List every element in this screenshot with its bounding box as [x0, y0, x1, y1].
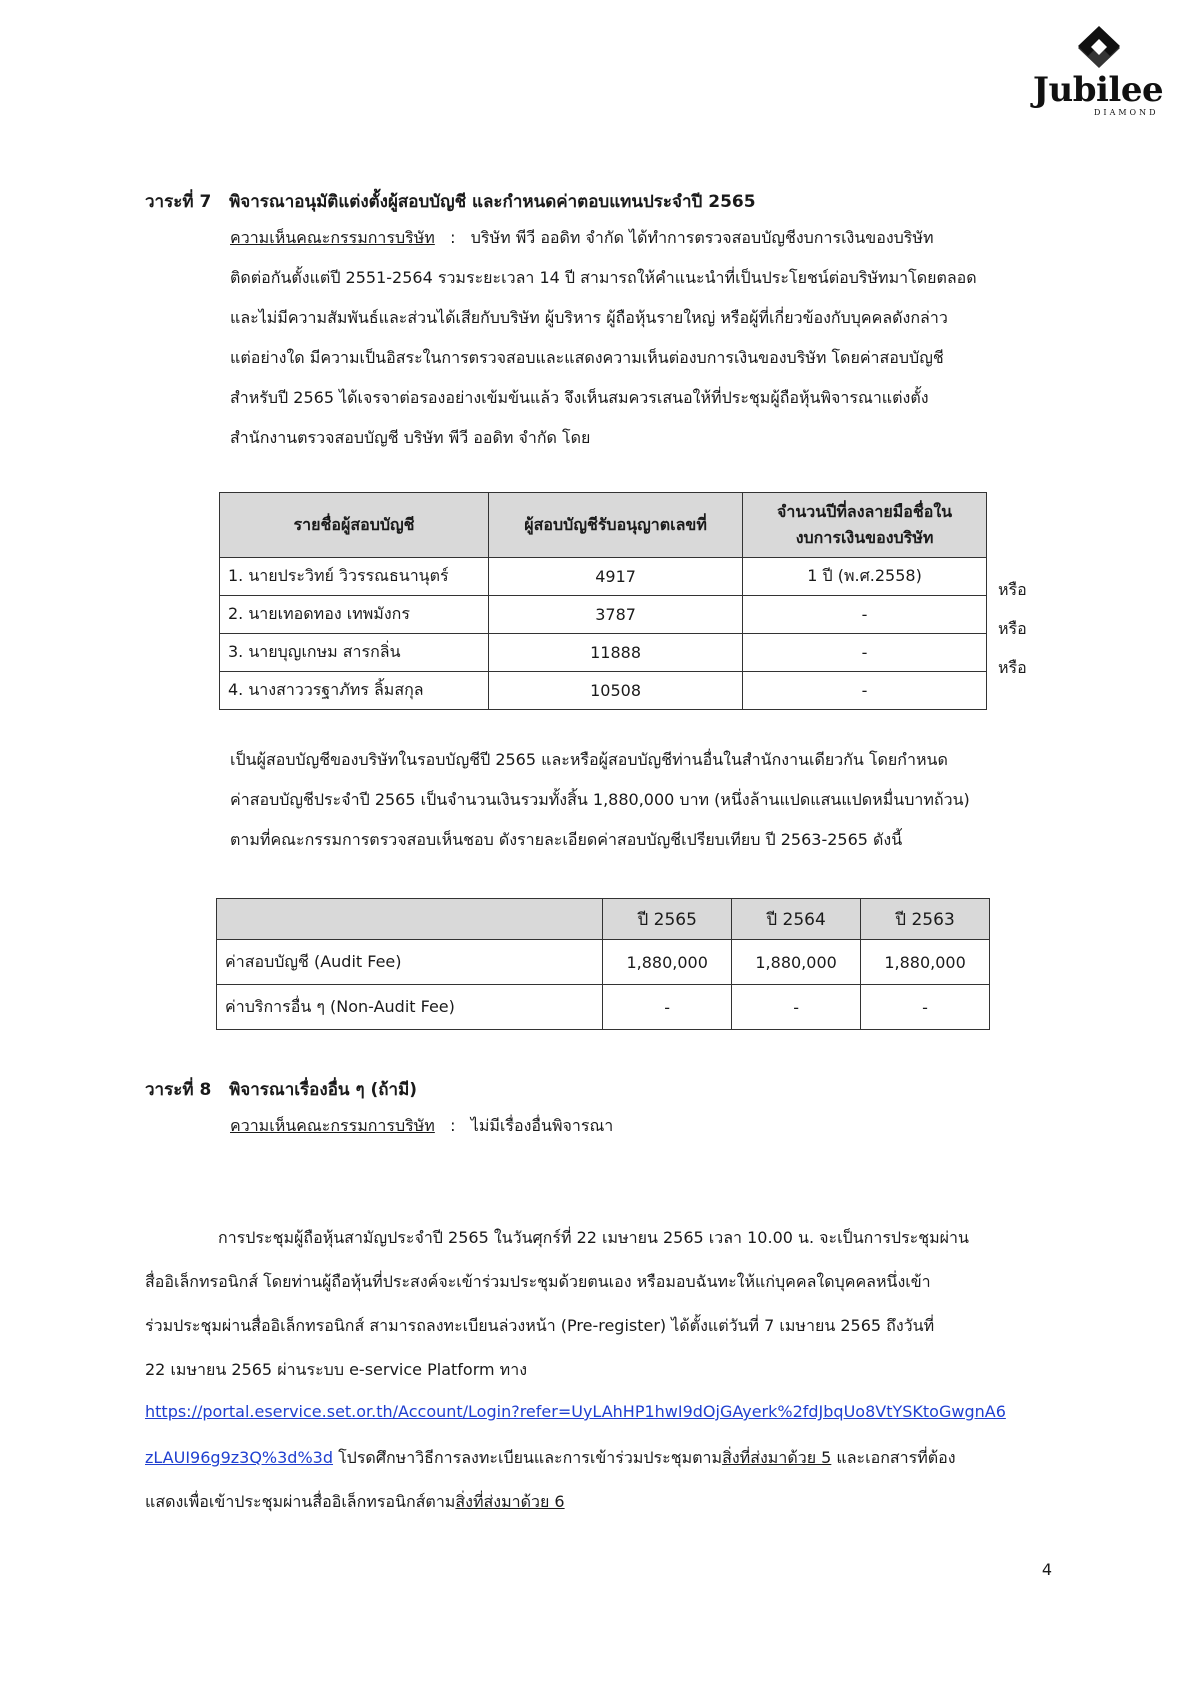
agenda-7-line-2: และไม่มีความสัมพันธ์และส่วนได้เสียกับบริษัท ผู้บริหาร ผู้ถือหุ้นรายใหญ่ หรือผู้ที่เกี่ยวข้องกับบุคคลดังกล่าว — [230, 308, 948, 327]
header-years-line2: งบการเงินของบริษัท — [795, 528, 934, 547]
auditor-table-header — [220, 493, 987, 558]
auditor-years: - — [743, 672, 987, 710]
agenda-7-label: วาระที่ 7 — [145, 192, 212, 212]
table-row — [220, 672, 987, 710]
auditor-years: 1 ปี (พ.ศ.2558) — [743, 558, 987, 596]
auditor-license: 4917 — [489, 558, 743, 596]
company-logo — [1028, 24, 1168, 119]
auditor-license: 10508 — [489, 672, 743, 710]
fee-header-2563: ปี 2563 — [861, 899, 990, 940]
meeting-line-4: 22 เมษายน 2565 ผ่านระบบ e-service Platform ทาง — [145, 1360, 527, 1379]
agenda-8-colon: : — [450, 1116, 456, 1135]
agenda-7-line-1: ติดต่อกันตั้งแต่ปี 2551-2564 รวมระยะเวลา 14 ปี สามารถให้คำแนะนำที่เป็นประโยชน์ต่อบริษัทมาโดยตลอด — [230, 268, 977, 287]
agenda-8-title: พิจารณาเรื่องอื่น ๆ (ถ้ามี) — [229, 1080, 418, 1100]
logo-subtitle: DIAMOND — [1094, 108, 1159, 117]
agenda-8-label: วาระที่ 8 — [145, 1080, 212, 1100]
logo-wordmark: Jubilee — [1032, 70, 1164, 110]
fee-header-2565: ปี 2565 — [603, 899, 732, 940]
meeting-line-7 — [145, 1490, 565, 1515]
page-number: 4 — [1041, 1560, 1052, 1579]
auditor-license: 3787 — [489, 596, 743, 634]
auditor-years: - — [743, 634, 987, 672]
or-label: หรือ — [998, 658, 1027, 677]
meeting-line-6 — [145, 1446, 956, 1471]
auditor-name: 3. นายบุญเกษม สารกลิ่น — [220, 634, 489, 672]
fee-2565: 1,880,000 — [603, 940, 732, 985]
agenda-7-line-3: แต่อย่างใด มีความเป็นอิสระในการตรวจสอบและแสดงความเห็นต่องบการเงินของบริษัท โดยค่าสอบบัญชี — [230, 348, 944, 367]
header-license-no: ผู้สอบบัญชีรับอนุญาตเลขที่ — [489, 493, 743, 558]
auditor-name: 2. นายเทอดทอง เทพมังกร — [220, 596, 489, 634]
registration-link-continued[interactable]: zLAUI96g9z3Q%3d%3d — [145, 1448, 333, 1467]
or-label: หรือ — [998, 619, 1027, 638]
agenda-7-line-5: สำนักงานตรวจสอบบัญชี บริษัท พีวี ออดิท จำกัด โดย — [230, 428, 591, 447]
table-row — [220, 558, 987, 596]
meeting-line-6-text: โปรดศึกษาวิธีการลงทะเบียนและการเข้าร่วมประชุมตาม — [333, 1448, 723, 1467]
fee-label: ค่าบริการอื่น ๆ (Non-Audit Fee) — [217, 985, 603, 1030]
meeting-line-1: การประชุมผู้ถือหุ้นสามัญประจำปี 2565 ในวันศุกร์ที่ 22 เมษายน 2565 เวลา 10.00 น. จะเป็นการประชุมผ่าน — [218, 1228, 969, 1247]
agenda-7-line-4: สำหรับปี 2565 ได้เจรจาต่อรองอย่างเข้มข้นแล้ว จึงเห็นสมควรเสนอให้ที่ประชุมผู้ถือหุ้นพิจารณาแต่งตั้ง — [230, 388, 929, 407]
agenda-7-opinion-line — [230, 226, 934, 251]
fee-table — [216, 898, 990, 1030]
meeting-link-line — [145, 1402, 1006, 1421]
meeting-line-2: สื่ออิเล็กทรอนิกส์ โดยท่านผู้ถือหุ้นที่ประสงค์จะเข้าร่วมประชุมด้วยตนเอง หรือมอบฉันทะให้แก่บุคคลใดบุคคลหนึ่งเข้า — [145, 1272, 931, 1291]
agenda-8-opinion-line — [230, 1114, 613, 1139]
attachment-6-ref: สิ่งที่ส่งมาด้วย 6 — [455, 1492, 565, 1511]
agenda-7-line-0: บริษัท พีวี ออดิท จำกัด ได้ทำการตรวจสอบบัญชีงบการเงินของบริษัท — [470, 228, 934, 247]
fee-header-2564: ปี 2564 — [732, 899, 861, 940]
auditor-table — [219, 492, 987, 710]
agenda-8-text: ไม่มีเรื่องอื่นพิจารณา — [470, 1116, 614, 1135]
fee-2565: - — [603, 985, 732, 1030]
agenda-8-heading — [145, 1076, 417, 1103]
fee-label: ค่าสอบบัญชี (Audit Fee) — [217, 940, 603, 985]
auditor-license: 11888 — [489, 634, 743, 672]
fee-2564: - — [732, 985, 861, 1030]
agenda-7-opinion-label: ความเห็นคณะกรรมการบริษัท — [230, 228, 435, 247]
fee-2563: - — [861, 985, 990, 1030]
table-row — [217, 940, 990, 985]
auditor-name: 4. นางสาววรฐาภัทร ลิ้มสกุล — [220, 672, 489, 710]
fee-2564: 1,880,000 — [732, 940, 861, 985]
attachment-5-ref: สิ่งที่ส่งมาด้วย 5 — [722, 1448, 832, 1467]
fee-header-blank — [217, 899, 603, 940]
table-row — [217, 985, 990, 1030]
agenda-7-colon: : — [450, 228, 456, 247]
meeting-line-3: ร่วมประชุมผ่านสื่ออิเล็กทรอนิกส์ สามารถลงทะเบียนล่วงหน้า (Pre-register) ได้ตั้งแต่วันที่ 7 เมษายน 2565 ถึงวันที่ — [145, 1316, 935, 1335]
agenda-8-opinion-label: ความเห็นคณะกรรมการบริษัท — [230, 1116, 435, 1135]
fee-paragraph-line-1: ค่าสอบบัญชีประจำปี 2565 เป็นจำนวนเงินรวมทั้งสิ้น 1,880,000 บาท (หนึ่งล้านแปดแสนแปดหมื่นบาทถ้วน) — [230, 790, 970, 809]
registration-link[interactable]: https://portal.eservice.set.or.th/Account/Login?refer=UyLAhHP1hwI9dOjGAyerk%2fdJbqUo8VtYSKtoGwgnA6 — [145, 1402, 1006, 1421]
header-years-signed — [743, 493, 987, 558]
jubilee-diamond-logo-icon — [1074, 24, 1124, 70]
fee-paragraph-line-0: เป็นผู้สอบบัญชีของบริษัทในรอบบัญชีปี 2565 และหรือผู้สอบบัญชีท่านอื่นในสำนักงานเดียวกัน โดยกำหนด — [230, 750, 948, 769]
fee-table-header — [217, 899, 990, 940]
header-years-line1: จำนวนปีที่ลงลายมือชื่อใน — [777, 502, 953, 521]
fee-paragraph-line-2: ตามที่คณะกรรมการตรวจสอบเห็นชอบ ดังรายละเอียดค่าสอบบัญชีเปรียบเทียบ ปี 2563-2565 ดังนี้ — [230, 830, 903, 849]
or-label: หรือ — [998, 580, 1027, 599]
meeting-line-7-text: แสดงเพื่อเข้าประชุมผ่านสื่ออิเล็กทรอนิกส์ตาม — [145, 1492, 456, 1511]
meeting-line-6-tail: และเอกสารที่ต้อง — [831, 1448, 956, 1467]
table-row — [220, 596, 987, 634]
table-row — [220, 634, 987, 672]
auditor-name: 1. นายประวิทย์ วิวรรณธนานุตร์ — [220, 558, 489, 596]
fee-2563: 1,880,000 — [861, 940, 990, 985]
auditor-years: - — [743, 596, 987, 634]
header-auditor-name: รายชื่อผู้สอบบัญชี — [220, 493, 489, 558]
agenda-7-title: พิจารณาอนุมัติแต่งตั้งผู้สอบบัญชี และกำหนดค่าตอบแทนประจำปี 2565 — [229, 192, 756, 212]
agenda-7-heading — [145, 188, 756, 215]
